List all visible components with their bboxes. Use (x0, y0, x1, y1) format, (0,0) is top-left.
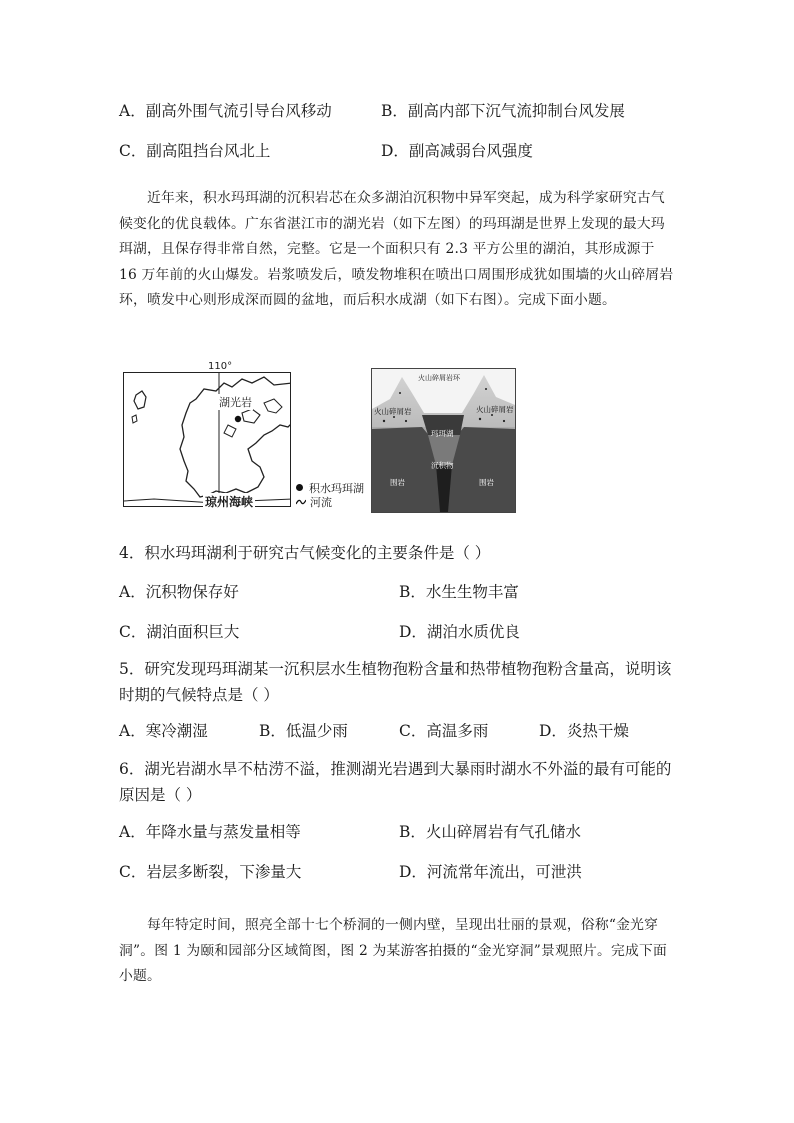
strait-label: 琼州海峡 (205, 495, 254, 509)
q5-option-c: C．高温多雨 (399, 722, 489, 740)
legend-river (296, 494, 332, 510)
map-drawing (124, 373, 291, 507)
sediment-label: 沉积物 (431, 461, 454, 470)
q6-option-d: D．河流常年流出，可泄洪 (399, 863, 582, 881)
ring-label: 火山碎屑岩环 (418, 374, 460, 382)
left-rock-label: 火山碎屑岩 (374, 407, 412, 416)
legend-river-label: 河流 (310, 496, 332, 509)
right-bedrock-label: 围岩 (479, 478, 494, 487)
q4-stem: 4．积水玛珥湖利于研究古气候变化的主要条件是（ ） (119, 544, 491, 562)
place-label: 湖光岩 (219, 396, 252, 409)
right-rock-label: 火山碎屑岩 (476, 405, 514, 414)
passage-golden-light: 每年特定时间，照亮全部十七个桥洞的一侧内壁，呈现出壮丽的景观，俗称“金光穿洞”。图 1 为颐和园部分区域简图，图 2 为某游客拍摄的“金光穿洞”景观照片。完成下面小题。 (119, 917, 667, 984)
q4-option-b: B．水生生物丰富 (399, 583, 519, 601)
q6-option-b: B．火山碎屑岩有气孔储水 (399, 823, 581, 841)
q3-option-d: D．副高减弱台风强度 (381, 142, 533, 160)
longitude-label: 110° (208, 361, 233, 372)
q3-option-b: B．副高内部下沉气流抑制台风发展 (381, 102, 625, 120)
q4-option-d: D．湖泊水质优良 (399, 623, 520, 641)
lake-label: 玛珥湖 (431, 429, 454, 438)
q5-stem: 5．研究发现玛珥湖某一沉积层水生植物孢粉含量和热带植物孢粉含量高，说明该时期的气候特点是（ ） (119, 660, 672, 704)
q4-option-a: A．沉积物保存好 (119, 583, 239, 601)
q4-option-c: C．湖泊面积巨大 (119, 623, 240, 641)
legend-lake-label: 积水玛珥湖 (309, 482, 364, 495)
maar-cross-section (371, 368, 516, 513)
q6-option-a: A．年降水量与蒸发量相等 (119, 823, 301, 841)
dot-icon (296, 484, 303, 491)
cross-section-drawing (372, 369, 515, 512)
left-bedrock-label: 围岩 (390, 478, 405, 487)
passage-maar-lake: 近年来，积水玛珥湖的沉积岩芯在众多湖泊沉积物中异军突起，成为科学家研究古气候变化的优良载体。广东省湛江市的湖光岩（如下左图）的玛珥湖是世界上发现的最大玛珥湖，且保存得非常自然，完整。它是一个面积只有 2.3 平方公里的湖泊，其形成源于 16 万年前的火山爆发。岩浆喷发后，喷发物堆积在喷出口周围形成犹如围墙的火山碎屑岩环，喷发中心则形成深而圆的盆地，而后积水成湖（如下右图）。完成下面小题。 (119, 190, 674, 308)
lake-marker (235, 416, 241, 422)
q5-option-d: D．炎热干燥 (539, 722, 629, 740)
q5-option-b: B．低温少雨 (259, 722, 348, 740)
river-icon (296, 496, 306, 509)
location-map (123, 372, 291, 507)
q6-stem: 6．湖光岩湖水旱不枯涝不溢，推测湖光岩遇到大暴雨时湖水不外溢的最有可能的原因是（ ） (119, 760, 672, 804)
q5-option-a: A．寒冷潮湿 (119, 722, 208, 740)
q3-option-c: C．副高阻挡台风北上 (119, 142, 271, 160)
q3-option-a: A．副高外围气流引导台风移动 (119, 102, 332, 120)
q6-option-c: C．岩层多断裂，下渗量大 (119, 863, 302, 881)
